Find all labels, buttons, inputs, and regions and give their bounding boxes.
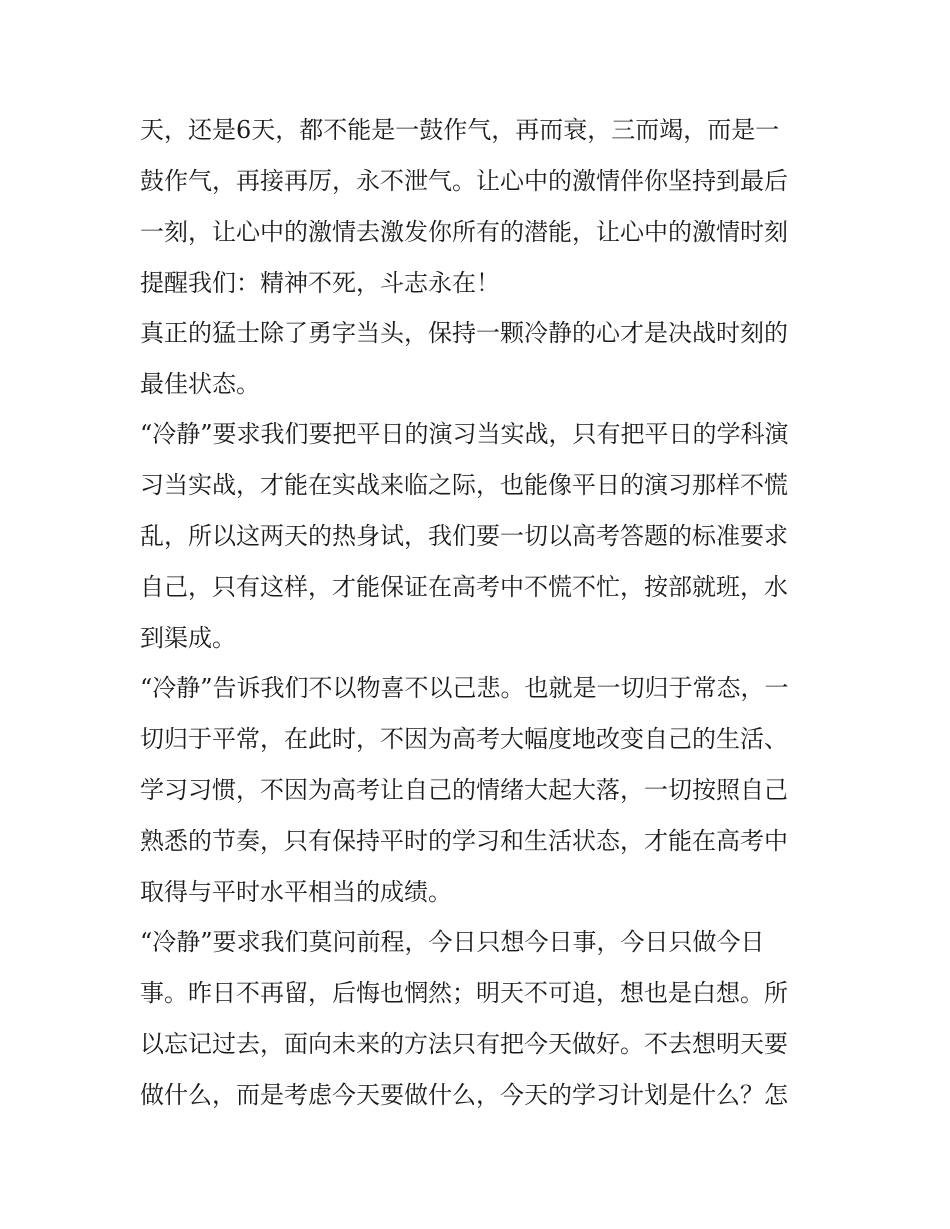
document-body [140, 109, 812, 1125]
text-line: 提醒我们：精神不死，斗志永在！ [140, 269, 500, 297]
text-line: 一刻，让心中的激情去激发你所有的潜能，让心中的激情时刻 [140, 218, 788, 246]
text-line: 事。昨日不再留，后悔也惘然；明天不可追，想也是白想。所 [140, 979, 788, 1007]
text-line: 熟悉的节奏，只有保持平时的学习和生活状态，才能在高考中 [140, 827, 788, 855]
text-line: 天，还是6天，都不能是一鼓作气，再而衰，三而竭，而是一 [140, 116, 780, 144]
text-line: 取得与平时水平相当的成绩。 [140, 878, 452, 906]
text-line: 学习习惯，不因为高考让自己的情绪大起大落，一切按照自己 [140, 776, 788, 804]
text-line: 到渠成。 [140, 624, 236, 652]
text-line: 真正的猛士除了勇字当头，保持一颗冷静的心才是决战时刻的 [140, 319, 788, 347]
text-line: “冷静”要求我们莫问前程，今日只想今日事，今日只做今日 [140, 928, 765, 956]
text-line: 最佳状态。 [140, 370, 260, 398]
text-line: “冷静”要求我们要把平日的演习当实战，只有把平日的学科演 [140, 420, 789, 448]
text-line: 做什么，而是考虑今天要做什么，今天的学习计划是什么？怎 [140, 1081, 788, 1109]
text-line: 切归于平常，在此时，不因为高考大幅度地改变自己的生活、 [140, 725, 788, 753]
text-line: 自己，只有这样，才能保证在高考中不慌不忙，按部就班，水 [140, 573, 788, 601]
text-line: 鼓作气，再接再厉，永不泄气。让心中的激情伴你坚持到最后 [140, 167, 788, 195]
text-line: 习当实战，才能在实战来临之际，也能像平日的演习那样不慌 [140, 471, 788, 499]
text-line: “冷静”告诉我们不以物喜不以己悲。也就是一切归于常态，一 [140, 674, 789, 702]
text-line: 以忘记过去，面向未来的方法只有把今天做好。不去想明天要 [140, 1030, 788, 1058]
text-line: 乱，所以这两天的热身试，我们要一切以高考答题的标准要求 [140, 522, 788, 550]
